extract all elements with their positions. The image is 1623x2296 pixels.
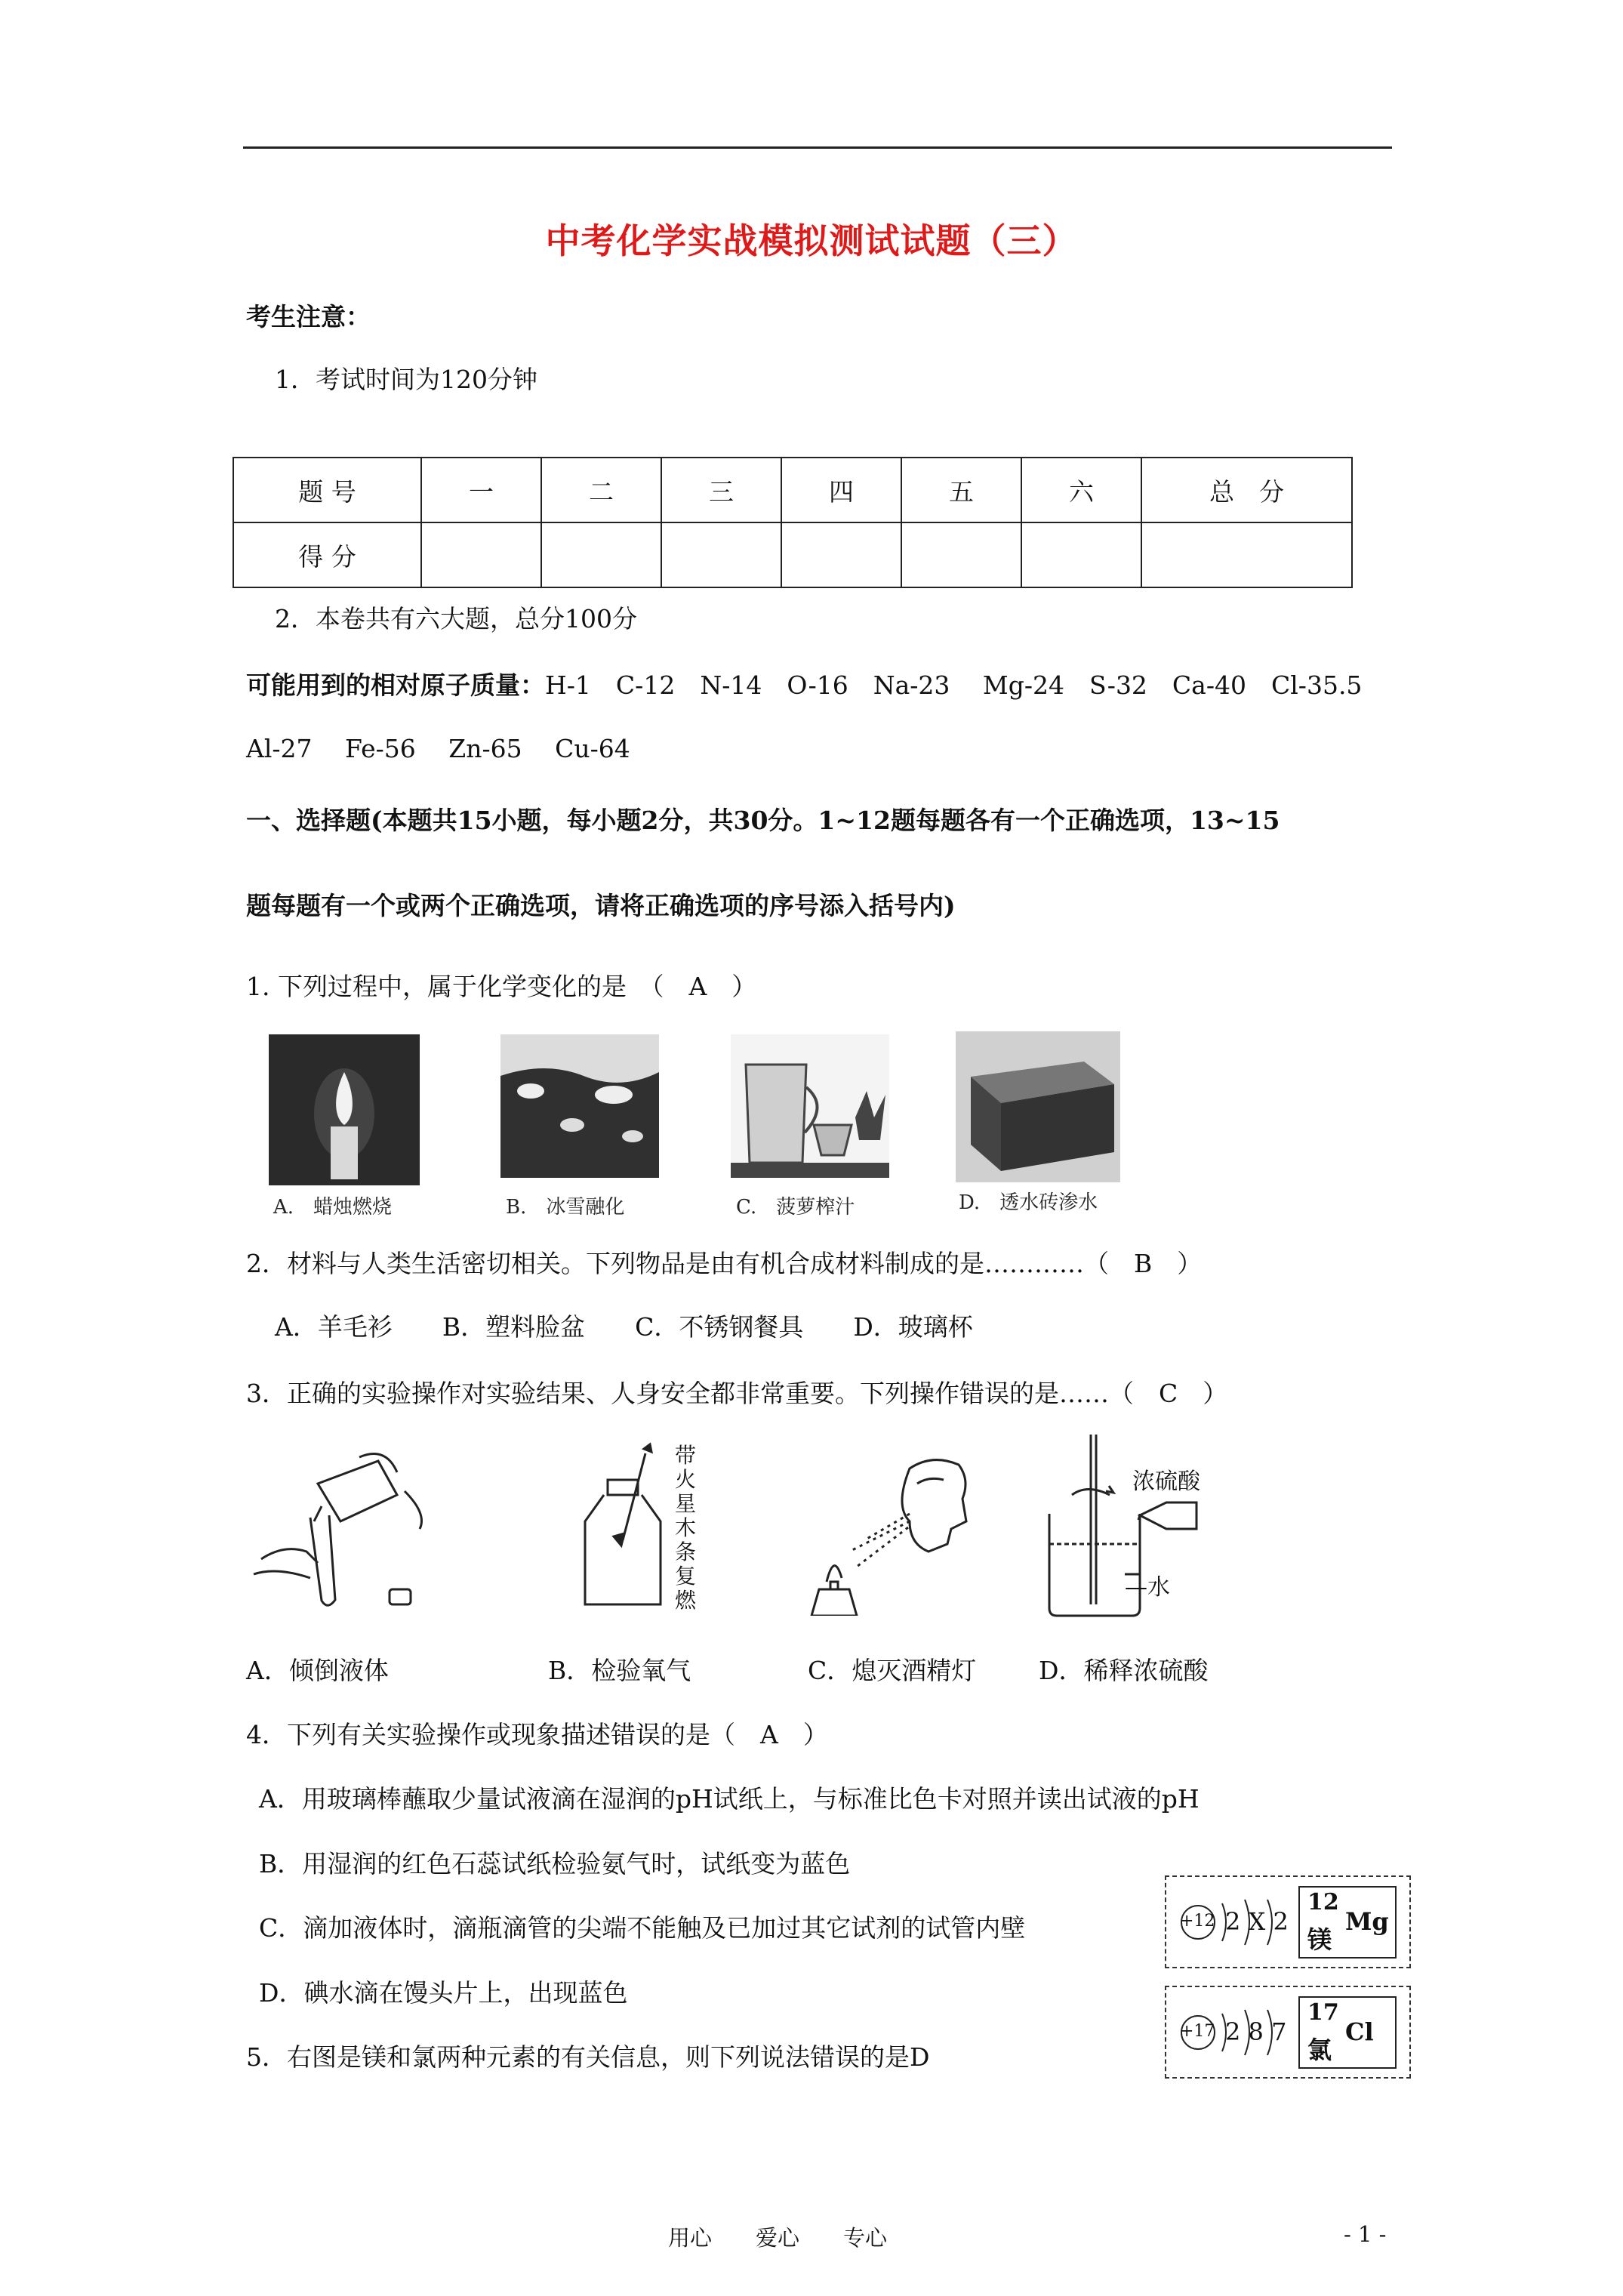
score-cell: 总 分 — [1141, 458, 1352, 522]
score-cell: 题 号 — [233, 458, 421, 522]
q2-stem: 2．材料与人类生活密切相关。下列物品是由有机合成材料制成的是…………（ B ） — [246, 1249, 1203, 1278]
q1-caption-b: B. 冰雪融化 — [506, 1196, 625, 1219]
label-char: 带 — [674, 1443, 696, 1468]
score-cell: 六 — [1021, 458, 1141, 522]
section1-instruction-line-1: 一、选择题(本题共15小题，每小题2分，共30分。1~12题每题各有一个正确选项，13~15 — [246, 806, 1280, 835]
q1-stem: 1. 下列过程中，属于化学变化的是 （ A ） — [246, 972, 757, 1001]
q4-option-d: D．碘水滴在馒头片上，出现蓝色 — [259, 1978, 628, 2008]
q4-option-c: C．滴加液体时，滴瓶滴管的尖端不能触及已加过其它试剂的试管内壁 — [259, 1913, 1026, 1943]
mg-nucleus: +12 — [1180, 1912, 1215, 1931]
cl-shells: 2 8 7 — [1225, 2017, 1287, 2046]
q1-caption-a: A. 蜡烛燃烧 — [273, 1196, 393, 1219]
blowing-lamp-diagram — [796, 1438, 978, 1616]
header-rule — [243, 146, 1392, 149]
page-title: 中考化学实战模拟测试试题（三） — [545, 220, 1078, 261]
q3-option-a: A．倾倒液体 — [246, 1656, 389, 1685]
q3-option-c: C．熄灭酒精灯 — [808, 1656, 977, 1685]
label-char: 条 — [674, 1539, 696, 1564]
label-char: 燃 — [674, 1588, 696, 1613]
score-table — [233, 457, 1353, 588]
atomic-mass-line-2: Al-27 Fe-56 Zn-65 Cu-64 — [246, 734, 630, 763]
score-input-cell[interactable] — [541, 522, 661, 587]
q4-option-b: B．用湿润的红色石蕊试纸检验氨气时，试纸变为蓝色 — [259, 1849, 851, 1878]
score-table-header-row — [233, 458, 1352, 522]
score-cell: 二 — [541, 458, 661, 522]
section1-instruction-line-2: 题每题有一个或两个正确选项，请将正确选项的序号添入括号内) — [246, 891, 956, 920]
score-input-cell[interactable] — [661, 522, 781, 587]
score-cell: 四 — [781, 458, 901, 522]
magnesium-info-box — [1165, 1875, 1411, 1968]
mg-name: 镁 — [1307, 1925, 1332, 1954]
notice-item-1: 1．考试时间为120分钟 — [275, 365, 537, 394]
score-input-cell[interactable] — [1021, 522, 1141, 587]
label-char: 复 — [674, 1564, 696, 1589]
q3-option-b: B．检验氧气 — [548, 1656, 691, 1685]
label-char: 火 — [674, 1467, 696, 1492]
q3-stem: 3．正确的实验操作对实验结果、人身安全都非常重要。下列操作错误的是……（ C ） — [246, 1379, 1228, 1408]
cl-element-cell — [1298, 1996, 1397, 2069]
atomic-mass-values-1: H-1 C-12 N-14 O-16 Na-23 Mg-24 S-32 Ca-40 Cl-35.5 — [545, 670, 1363, 700]
score-cell: 一 — [421, 458, 541, 522]
notice-item-2: 2．本卷共有六大题，总分100分 — [275, 604, 637, 633]
score-input-cell[interactable] — [1141, 522, 1352, 587]
notice-heading: 考生注意： — [246, 302, 371, 331]
melting-snow-image — [500, 1034, 659, 1178]
q3-option-d: D．稀释浓硫酸 — [1039, 1656, 1209, 1685]
cl-number: 17 — [1307, 1999, 1339, 2026]
candle-image — [269, 1034, 420, 1185]
score-table-score-row — [233, 522, 1352, 587]
q4-option-a: A．用玻璃棒蘸取少量试液滴在湿润的pH试纸上，与标准比色卡对照并读出试液的pH — [259, 1784, 1200, 1814]
score-input-cell[interactable] — [901, 522, 1021, 587]
score-cell: 得 分 — [233, 522, 421, 587]
score-input-cell[interactable] — [421, 522, 541, 587]
cl-name: 氯 — [1307, 2036, 1332, 2064]
q1-caption-c: C. 菠萝榨汁 — [736, 1196, 855, 1219]
pouring-liquid-diagram — [246, 1438, 450, 1616]
water-label: —水 — [1125, 1574, 1170, 1601]
label-char: 星 — [674, 1491, 696, 1516]
mg-number: 12 — [1307, 1889, 1339, 1915]
pineapple-juice-image — [731, 1034, 889, 1178]
mg-element-cell — [1298, 1886, 1397, 1959]
atomic-mass-label: 可能用到的相对原子质量： — [246, 670, 545, 700]
dilute-acid-diagram — [1034, 1431, 1208, 1620]
cl-symbol: Cl — [1345, 2017, 1374, 2046]
water-label-text: 水 — [1147, 1574, 1170, 1601]
q1-caption-d: D. 透水砖渗水 — [959, 1191, 1098, 1214]
chlorine-info-box — [1165, 1986, 1411, 2079]
permeable-brick-image — [956, 1031, 1120, 1182]
label-char: 木 — [674, 1515, 696, 1540]
acid-label: 浓硫酸 — [1132, 1469, 1200, 1495]
page-number: - 1 - — [1344, 2221, 1387, 2247]
q4-stem: 4．下列有关实验操作或现象描述错误的是（ A ） — [246, 1720, 828, 1749]
q5-stem: 5．右图是镁和氯两种元素的有关信息，则下列说法错误的是D — [246, 2042, 930, 2072]
mg-shells: 2 X 2 — [1225, 1907, 1289, 1936]
q2-options: A．羊毛衫 B．塑料脸盆 C．不锈钢餐具 D．玻璃杯 — [275, 1312, 973, 1342]
atomic-mass-line-1 — [246, 670, 1362, 701]
cl-nucleus: +17 — [1180, 2022, 1215, 2041]
mg-symbol: Mg — [1345, 1907, 1389, 1936]
footer-motto: 用心 爱心 专心 — [668, 2225, 888, 2251]
score-cell: 三 — [661, 458, 781, 522]
score-input-cell[interactable] — [781, 522, 901, 587]
oxygen-test-label — [670, 1444, 701, 1613]
score-cell: 五 — [901, 458, 1021, 522]
